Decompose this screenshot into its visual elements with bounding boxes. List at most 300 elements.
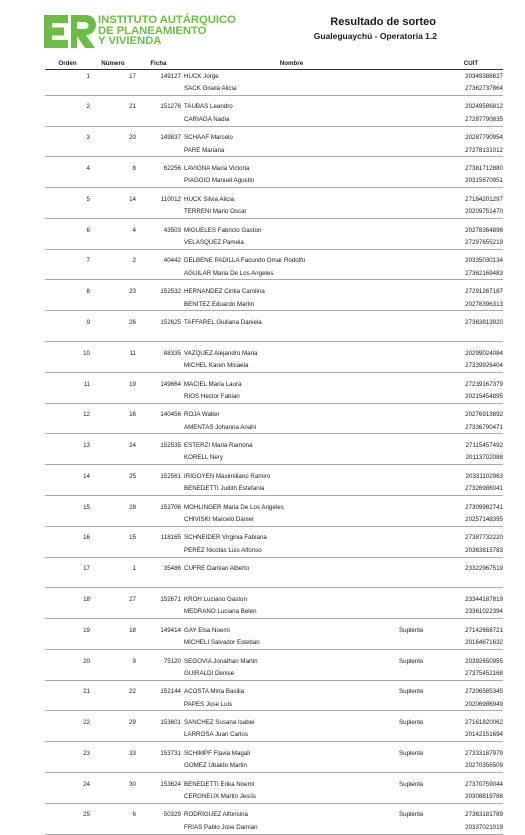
suplente-cell-empty [399,544,439,557]
cuit-cell: 20215454895 [439,390,503,403]
nombre-cell: RODRIGUEZ Alfonsina [184,811,248,819]
cuit-cell: 27115457492 [465,442,503,450]
orden-cell: 18 [83,595,90,603]
cuit-cell: 20270356509 [439,760,503,773]
table-row [45,624,503,636]
numero-cell: 2 [132,257,136,265]
cuit-cell: 27239167379 [465,380,503,388]
orden-cell-empty [45,113,90,126]
cuit-cell: 27326986041 [439,483,503,496]
nombre-cell: KORELL Nery [181,452,399,465]
orden-cell-empty [45,236,90,249]
suplente-cell-empty [399,636,439,649]
table-row [45,747,503,759]
cuit-cell: 27363813920 [465,318,503,326]
orden-cell-empty [45,544,90,557]
cuit-cell: 20113702088 [439,452,503,465]
cuit-cell: 27184201297 [465,195,503,203]
suplente-cell-empty [399,575,439,588]
cuit-cell: 20392650955 [465,657,503,665]
table-row-second-person [45,421,503,434]
orden-cell-empty [45,390,90,403]
suplente-cell-empty [399,606,439,619]
numero-cell-empty [90,544,136,557]
table-row [45,501,503,513]
nombre-cell [181,329,399,342]
numero-cell: 26 [129,318,136,326]
column-header-nombre: Nombre [181,58,399,70]
cuit-cell: 23344187819 [465,595,503,603]
numero-cell-empty [90,82,136,95]
suplente-cell [399,316,439,328]
suplente-cell-empty [399,821,439,834]
ficha-cell: 152144 [160,688,181,696]
ficha-cell-empty [136,760,181,773]
ficha-cell-empty [136,729,181,742]
ficha-cell: 153731 [160,749,181,757]
suplente-cell [399,224,439,236]
numero-cell: 4 [132,226,136,234]
table-row-second-person [45,329,503,342]
orden-cell-empty [45,821,90,834]
nombre-cell: MIGUELES Fabricio Gaston [184,226,262,234]
numero-cell-empty [90,113,136,126]
ficha-cell-empty [136,113,181,126]
nombre-cell: MOHLINGER Maria De Los Angeles [184,503,284,511]
orden-cell: 23 [83,749,90,757]
orden-cell-empty [45,698,90,711]
orden-cell: 1 [86,72,90,80]
cuit-cell: 23322967519 [465,565,503,573]
cuit-cell: 20257148395 [439,513,503,526]
nombre-cell: BENITEZ Eduardo Martin [181,298,399,311]
cuit-cell: 27363181789 [465,811,503,819]
table-row [45,778,503,790]
orden-cell-empty [45,483,90,496]
nombre-cell: GAY Elsa Noemi [184,626,230,634]
suplente-cell: Suplente [399,719,424,727]
column-header-suplente [399,58,439,70]
numero-cell-empty [90,206,136,219]
column-header-cuit: CUIT [439,58,503,70]
ficha-cell: 88335 [163,349,181,357]
numero-cell: 17 [129,72,136,80]
nombre-cell: LAVIGNA Maria Victoria [184,165,250,173]
nombre-cell: SEGOVIA Jonathan Martin [184,657,258,665]
cuit-cell: 20278396313 [439,298,503,311]
suplente-cell-empty [399,329,439,342]
numero-cell-empty [90,667,136,680]
table-row [45,285,503,297]
suplente-cell [399,593,439,605]
numero-cell-empty [90,575,136,588]
table-row [45,809,503,821]
table-row-second-person [45,206,503,219]
table-row-second-person [45,760,503,773]
nombre-cell: GUIRALDI Denise [181,667,399,680]
cuit-cell: 20337021019 [439,821,503,834]
ficha-cell-empty [136,636,181,649]
table-row [45,655,503,667]
cuit-cell: 27297655219 [439,236,503,249]
suplente-cell [399,470,439,482]
nombre-cell: VAZQUEZ Alejandro Maria [184,349,258,357]
numero-cell: 6 [132,811,136,819]
orden-cell: 7 [86,257,90,265]
ficha-cell-empty [136,544,181,557]
nombre-cell: BENEDETTI Erika Noemí [184,780,255,788]
orden-cell-empty [45,329,90,342]
cuit-cell: 27142668721 [465,626,503,634]
numero-cell-empty [90,236,136,249]
cuit-cell: 20299024084 [465,349,503,357]
nombre-cell: ESTERZI Maria Ramona [184,442,253,450]
table-row [45,409,503,421]
numero-cell: 27 [129,595,136,603]
suplente-cell-empty [399,513,439,526]
cuit-cell: 27161820062 [465,719,503,727]
suplente-cell [399,409,439,421]
orden-cell-empty [45,452,90,465]
numero-cell: 33 [129,749,136,757]
nombre-cell: SCHNEIDER Virginia Fabiana [184,534,267,542]
suplente-cell: Suplente [399,811,424,819]
suplente-cell-empty [399,483,439,496]
nombre-cell: MACIEL Maria Laura [184,380,242,388]
nombre-cell: MEDRANO Luciana Belen [181,606,399,619]
table-row-second-person [45,267,503,280]
orden-cell: 20 [83,657,90,665]
ficha-cell: 153601 [160,719,181,727]
ficha-cell: 151276 [160,103,181,111]
numero-cell-empty [90,390,136,403]
numero-cell: 30 [129,780,136,788]
orden-cell-empty [45,267,90,280]
numero-cell-empty [90,359,136,372]
nombre-cell: SCHAAF Marcelo [184,134,233,142]
nombre-cell: BENEDETTI Judith Estefania [181,483,399,496]
cuit-cell: 20142151694 [439,729,503,742]
numero-cell: 22 [129,688,136,696]
table-row-second-person [45,636,503,649]
table-body [45,70,503,835]
numero-cell-empty [90,760,136,773]
ficha-cell: 149127 [160,72,181,80]
cuit-cell: 20287790954 [465,134,503,142]
ficha-cell-empty [136,698,181,711]
nombre-cell: HUCK Jorge [184,72,219,80]
ficha-cell-empty [136,82,181,95]
ficha-cell-empty [136,236,181,249]
ficha-cell-empty [136,790,181,803]
ficha-cell: 75120 [163,657,181,665]
nombre-cell: HERNANDEZ Cintia Carolina [184,288,265,296]
nombre-cell: FRIAS Pablo Jose Damian [181,821,399,834]
nombre-cell: DELBENE PADILLA Facundo Omar Rodolfo [184,257,306,265]
nombre-cell: SACK Gisela Alicia [181,82,399,95]
orden-cell-empty [45,790,90,803]
orden-cell-empty [45,760,90,773]
numero-cell-empty [90,267,136,280]
suplente-cell-empty [399,113,439,126]
nombre-cell: ROJA Walter [184,411,220,419]
orden-cell-empty [45,575,90,588]
nombre-cell: CUFRE Damian Alberto [184,565,250,573]
table-row [45,316,503,328]
cuit-cell: 27370759044 [465,780,503,788]
suplente-cell-empty [399,175,439,188]
ficha-cell: 153624 [160,780,181,788]
suplente-cell-empty [399,298,439,311]
nombre-cell: TAUBAS Leandro [184,103,233,111]
suplente-cell: Suplente [399,749,424,757]
ficha-cell: 152535 [160,442,181,450]
ficha-cell-empty [136,390,181,403]
numero-cell: 15 [129,534,136,542]
table-row-second-person [45,452,503,465]
numero-cell-empty [90,636,136,649]
ficha-cell: 152625 [160,318,181,326]
logo-line-3: Y VIVIENDA [98,35,162,48]
table-row [45,470,503,482]
ficha-cell: 152561 [160,472,181,480]
table-row-second-person [45,821,503,834]
orden-cell: 24 [83,780,90,788]
nombre-cell: PAPES Jose Luis [181,698,399,711]
ficha-cell: 140456 [160,411,181,419]
ficha-cell: 149837 [160,134,181,142]
suplente-cell [399,501,439,513]
suplente-cell [399,347,439,359]
table-row-second-person [45,298,503,311]
results-table [45,58,503,835]
suplente-cell [399,193,439,205]
suplente-cell: Suplente [399,780,424,788]
logo-line-1: INSTITUTO AUTÁRQUICO [98,14,236,26]
ficha-cell-empty [136,267,181,280]
cuit-cell: 27333187979 [465,749,503,757]
table-row [45,593,503,605]
suplente-cell-empty [399,206,439,219]
cuit-cell: 27336790471 [439,421,503,434]
suplente-cell [399,162,439,174]
table-row-second-person [45,390,503,403]
ficha-cell: 50329 [163,811,181,819]
suplente-cell [399,255,439,267]
table-row-second-person [45,698,503,711]
numero-cell: 9 [132,657,136,665]
orden-cell: 15 [83,503,90,511]
column-header-ficha: Ficha [136,58,181,70]
orden-cell: 16 [83,534,90,542]
nombre-cell: HUCK Silvia Alicia [184,195,235,203]
table-row [45,255,503,267]
cuit-cell: 27309982741 [465,503,503,511]
ficha-cell: 118165 [160,534,181,542]
cuit-cell: 20331102963 [465,472,503,480]
suplente-cell-empty [399,790,439,803]
cuit-cell: 27387732220 [465,534,503,542]
nombre-cell: ACOSTA Mirta Basilia [184,688,245,696]
ficha-cell: 40442 [163,257,181,265]
ficha-cell: 152706 [160,503,181,511]
cuit-cell: 20278364896 [465,226,503,234]
cuit-cell: 27362737864 [439,82,503,95]
suplente-cell: Suplente [399,626,424,634]
cuit-cell: 27375452168 [439,667,503,680]
suplente-cell [399,70,439,83]
cuit-cell: 20164671632 [439,636,503,649]
table-header-row [45,58,503,70]
suplente-cell-empty [399,144,439,157]
numero-cell: 19 [129,380,136,388]
nombre-cell: CERGNEUX Martin Jesús [181,790,399,803]
cuit-cell: 27362169483 [439,267,503,280]
suplente-cell [399,563,439,575]
nombre-cell: TAFFAREL Giuliana Daniela [184,318,262,326]
ficha-cell-empty [136,452,181,465]
orden-cell: 11 [83,380,90,388]
cuit-cell: 23361022394 [439,606,503,619]
logo-text [98,15,298,47]
numero-cell-empty [90,606,136,619]
suplente-cell [399,285,439,297]
table-row-second-person [45,667,503,680]
nombre-cell [181,575,399,588]
numero-cell-empty [90,175,136,188]
ficha-cell-empty [136,483,181,496]
column-header-numero: Número [90,58,136,70]
orden-cell: 14 [83,472,90,480]
table-row [45,686,503,698]
table-row-second-person [45,175,503,188]
orden-cell-empty [45,175,90,188]
orden-cell: 6 [86,226,90,234]
table-row [45,347,503,359]
orden-cell: 8 [86,288,90,296]
ficha-cell: 110012 [160,195,181,203]
table-row-second-person [45,359,503,372]
ficha-cell-empty [136,606,181,619]
numero-cell: 28 [129,503,136,511]
orden-cell: 22 [83,719,90,727]
suplente-cell [399,378,439,390]
suplente-cell: Suplente [399,657,424,665]
nombre-cell: PARE Mariana [181,144,399,157]
numero-cell: 16 [129,411,136,419]
nombre-cell: LARROSA Juan Carlos [181,729,399,742]
table-row-second-person [45,606,503,619]
nombre-cell: IRIGOYEN Maximiliano Ramiro [184,472,271,480]
table-row [45,193,503,205]
suplente-cell-empty [399,760,439,773]
cuit-cell [439,575,503,588]
numero-cell: 24 [129,442,136,450]
cuit-cell: 20276913892 [465,411,503,419]
orden-cell-empty [45,513,90,526]
ficha-cell-empty [136,513,181,526]
table-row [45,132,503,144]
table-row-second-person [45,144,503,157]
suplente-cell [399,101,439,113]
cuit-cell: 20209751470 [439,206,503,219]
ficha-cell-empty [136,144,181,157]
er-logo-icon [44,15,96,48]
table-row [45,532,503,544]
nombre-cell: AGUILAR Maria De Los Angeles [181,267,399,280]
numero-cell: 29 [129,719,136,727]
nombre-cell: PERÉZ Nicolás Luis Alfonso [181,544,399,557]
nombre-cell: AMENTAS Johanna Anahi [181,421,399,434]
numero-cell-empty [90,144,136,157]
nombre-cell: RIOS Hector Fabian [181,390,399,403]
cuit-cell [439,329,503,342]
numero-cell: 21 [129,103,136,111]
cuit-cell: 27381712880 [465,165,503,173]
table-row-second-person [45,82,503,95]
table-row-second-person [45,483,503,496]
nombre-cell: CHIVISKI Marcelo Daniel [181,513,399,526]
table-row-second-person [45,513,503,526]
cuit-cell: 27287790835 [439,113,503,126]
table-row [45,70,503,83]
numero-cell-empty [90,298,136,311]
suplente-cell [399,132,439,144]
table-row [45,101,503,113]
orden-cell-empty [45,667,90,680]
numero-cell: 23 [129,288,136,296]
numero-cell-empty [90,790,136,803]
cuit-cell: 27278131012 [439,144,503,157]
cuit-cell: 27339926404 [439,359,503,372]
table-row-second-person [45,113,503,126]
orden-cell: 19 [83,626,90,634]
numero-cell: 8 [132,165,136,173]
table-row-second-person [45,544,503,557]
ficha-cell-empty [136,821,181,834]
ficha-cell: 149664 [160,380,181,388]
table-row-second-person [45,729,503,742]
cuit-cell: 27206585345 [465,688,503,696]
orden-cell: 4 [86,165,90,173]
table-row [45,224,503,236]
ficha-cell: 35486 [163,565,181,573]
ficha-cell: 152532 [160,288,181,296]
ficha-cell: 149414 [160,626,181,634]
numero-cell-empty [90,452,136,465]
ficha-cell-empty [136,421,181,434]
cuit-cell: 20335030134 [465,257,503,265]
suplente-cell-empty [399,359,439,372]
nombre-cell: SANCHEZ Susana Isabel [184,719,255,727]
suplente-cell-empty [399,82,439,95]
column-header-orden: Orden [45,58,90,70]
orden-cell: 13 [83,442,90,450]
nombre-cell: GOMEZ Ubaldo Martin [181,760,399,773]
orden-cell-empty [45,298,90,311]
orden-cell-empty [45,359,90,372]
numero-cell-empty [90,513,136,526]
ficha-cell-empty [136,206,181,219]
numero-cell: 18 [129,626,136,634]
ficha-cell-empty [136,329,181,342]
suplente-cell-empty [399,667,439,680]
numero-cell: 14 [129,195,136,203]
nombre-cell: PIAGGIO Manuel Agustin [181,175,399,188]
logo-line-2: DE PLANEAMIENTO [98,24,207,37]
numero-cell-empty [90,698,136,711]
nombre-cell: VELASQUEZ Pamela [181,236,399,249]
